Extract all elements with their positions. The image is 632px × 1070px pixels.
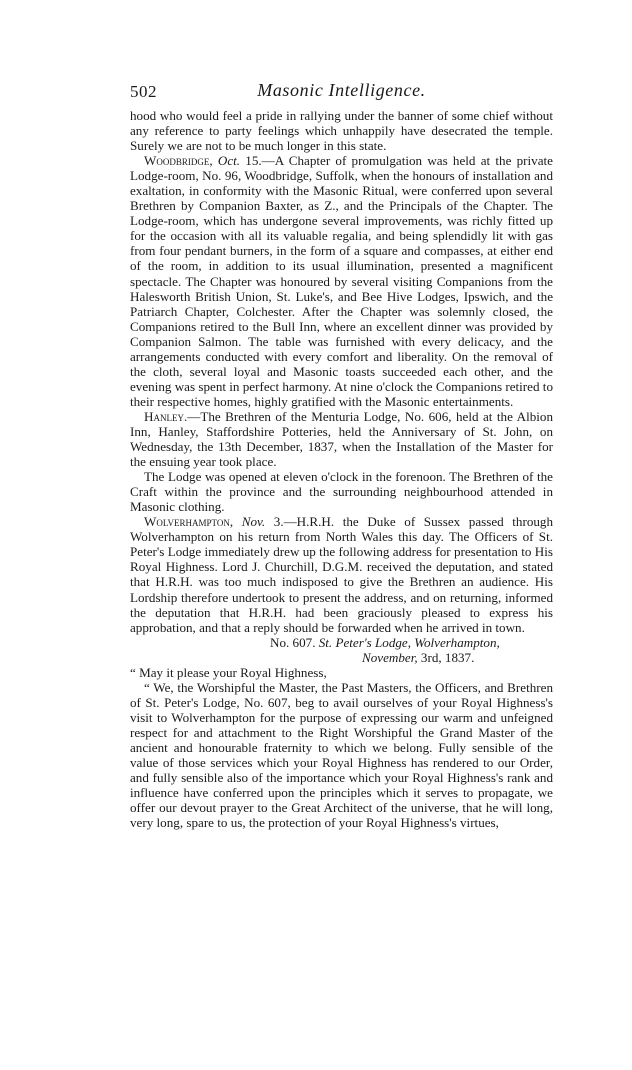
address-day-year: 3rd, 1837. xyxy=(417,649,475,665)
date-wolverhampton: Nov. xyxy=(241,514,266,530)
paragraph-woodbridge-text: 15.—A Chapter of promulgation was held at the private Lodge-room, No. 96, Woodbridge, Suffolk, when the honours of installation and exaltation, in conformity with the Masonic Ritual, were conferred upon several Brethren by Companion Baxter, as Z., and the Principals of the Chapter. The Lodge-room, which has undergone several improvements, was richly fitted up for the occasion with all its valuable regalia, and being splendidly lit with gas from four pendant burners, in the form of a square and compasses, at either end of the room, in addition to its usual illumination, presented a magnificent spectacle. The Chapter was honoured by several visiting Companions from the Halesworth British Union, St. Luke's, and Bee Hive Lodges, Ipswich, and the Patriarch Chapter, Colchester. After the Chapter was solemnly closed, the Companions retired to the Bull Inn, where an excellent dinner was provided by Companion Salmon. The table was furnished with every delicacy, and the arrangements conducted with every comfort and liberality. On the removal of the cloth, several loyal and Masonic toasts succeeded each other, and the evening was spent in perfect harmony. At nine o'clock the Companions retired to their respective homes, highly gratified with the Masonic entertainments. xyxy=(130,153,553,409)
paragraph-wolverhampton xyxy=(130,514,553,634)
paragraph-continuation: hood who would feel a pride in rallying under the banner of some chief without any reference to party feelings which unhappily have desecrated the temple. Surely we are not to be much longer in this state. xyxy=(130,108,553,154)
running-title: Masonic Intelligence. xyxy=(257,80,426,100)
lodge-place: St. Peter's Lodge, Wolverhampton, xyxy=(318,634,500,650)
page-header xyxy=(130,78,553,108)
address-month: November, xyxy=(362,649,418,665)
place-name-wolverhampton: Wolverhampton, xyxy=(144,514,234,530)
article-body xyxy=(130,108,553,830)
date-woodbridge: Oct. xyxy=(217,153,241,169)
salutation: “ May it please your Royal Highness, xyxy=(130,664,327,680)
page-number: 502 xyxy=(130,82,157,101)
place-name-hanley: Hanley. xyxy=(144,408,188,424)
paragraph-address: “ We, the Worshipful the Master, the Past Masters, the Officers, and Brethren of St. Peter's Lodge, No. 607, beg to avail ourselves of your Royal Highness's visit to Wolverhampton for the purpose of expressing our warm and unfeigned respect for and attachment to the Right Worshipful the Grand Master of the ancient and honourable fraternity to which we belong. Fully sensible of the value of those services which your Royal Highness has rendered to our Order, and fully sensible also of the importance which your Royal Highness's rank and influence have conferred upon the principles which it serves to propagate, we offer our devout prayer to the Great Architect of the universe, that he will long, very long, spare to us, the protection of your Royal Highness's virtues, xyxy=(130,679,553,831)
paragraph-lodge-opened: The Lodge was opened at eleven o'clock in the forenoon. The Brethren of the Craft within the province and the surrounding neighbourhood attended in Masonic clothing. xyxy=(130,469,553,515)
page xyxy=(130,78,553,830)
paragraph-hanley xyxy=(130,409,553,469)
paragraph-woodbridge xyxy=(130,153,553,409)
paragraph-wolverhampton-text: 3.—H.R.H. the Duke of Sussex passed through Wolverhampton on his return from North Wales this day. The Officers of St. Peter's Lodge immediately drew up the following address for presentation to His Royal Highness. Lord J. Churchill, D.G.M. received the deputation, and stated that H.R.H. was too much indisposed to give the Brethren an audience. His Lordship therefore undertook to present the address, and on returning, informed the deputation that H.R.H. had been graciously pleased to express his approbation, and that a reply should be forwarded when he arrived in town. xyxy=(130,514,554,635)
place-name-woodbridge: Woodbridge, xyxy=(144,153,213,169)
lodge-number: No. 607. xyxy=(270,634,316,650)
address-date xyxy=(130,650,553,665)
paragraph-hanley-text: —The Brethren of the Menturia Lodge, No. 606, held at the Albion Inn, Hanley, Staffordshire Potteries, held the Anniversary of St. John, on Wednesday, the 13th December, 1837, when the Installation of the Master for the ensuing year took place. xyxy=(130,408,553,470)
address-dateline xyxy=(130,635,553,650)
